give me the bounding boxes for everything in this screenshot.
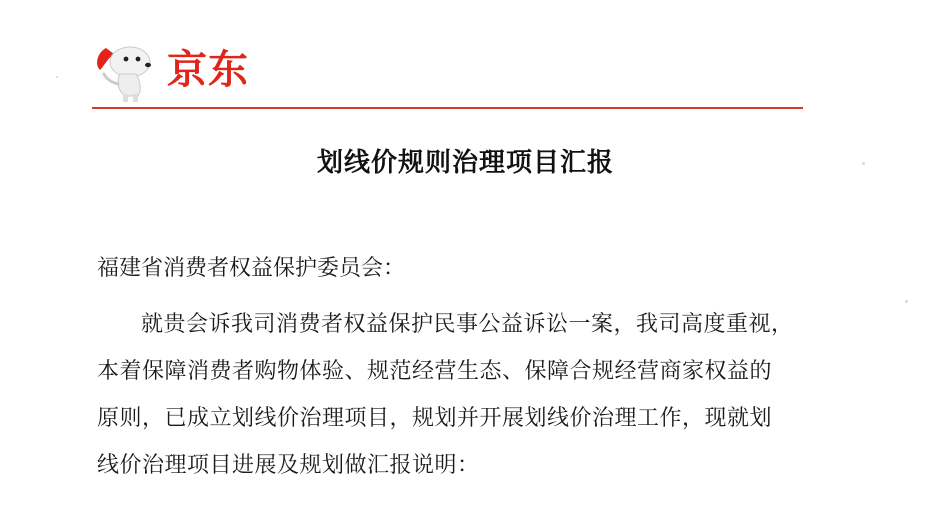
scan-speck	[905, 300, 908, 303]
salutation: 福建省消费者权益保护委员会：	[97, 256, 406, 281]
body-paragraph-line: 原则，已成立划线价治理项目，规划并开展划线价治理工作，现就划	[97, 406, 773, 431]
jd-dog-mascot-icon	[92, 38, 172, 104]
letterhead-divider	[92, 107, 803, 109]
scan-speck	[862, 162, 865, 165]
brand-name: 京东	[167, 47, 249, 93]
scan-speck	[56, 76, 58, 78]
document-title: 划线价规则治理项目汇报	[316, 148, 614, 178]
body-paragraph-line: 线价治理项目进展及规划做汇报说明：	[97, 453, 480, 478]
body-paragraph-line: 就贵会诉我司消费者权益保护民事公益诉讼一案，我司高度重视，	[141, 312, 794, 337]
body-paragraph-line: 本着保障消费者购物体验、规范经营生态、保障合规经营商家权益的	[97, 359, 773, 384]
